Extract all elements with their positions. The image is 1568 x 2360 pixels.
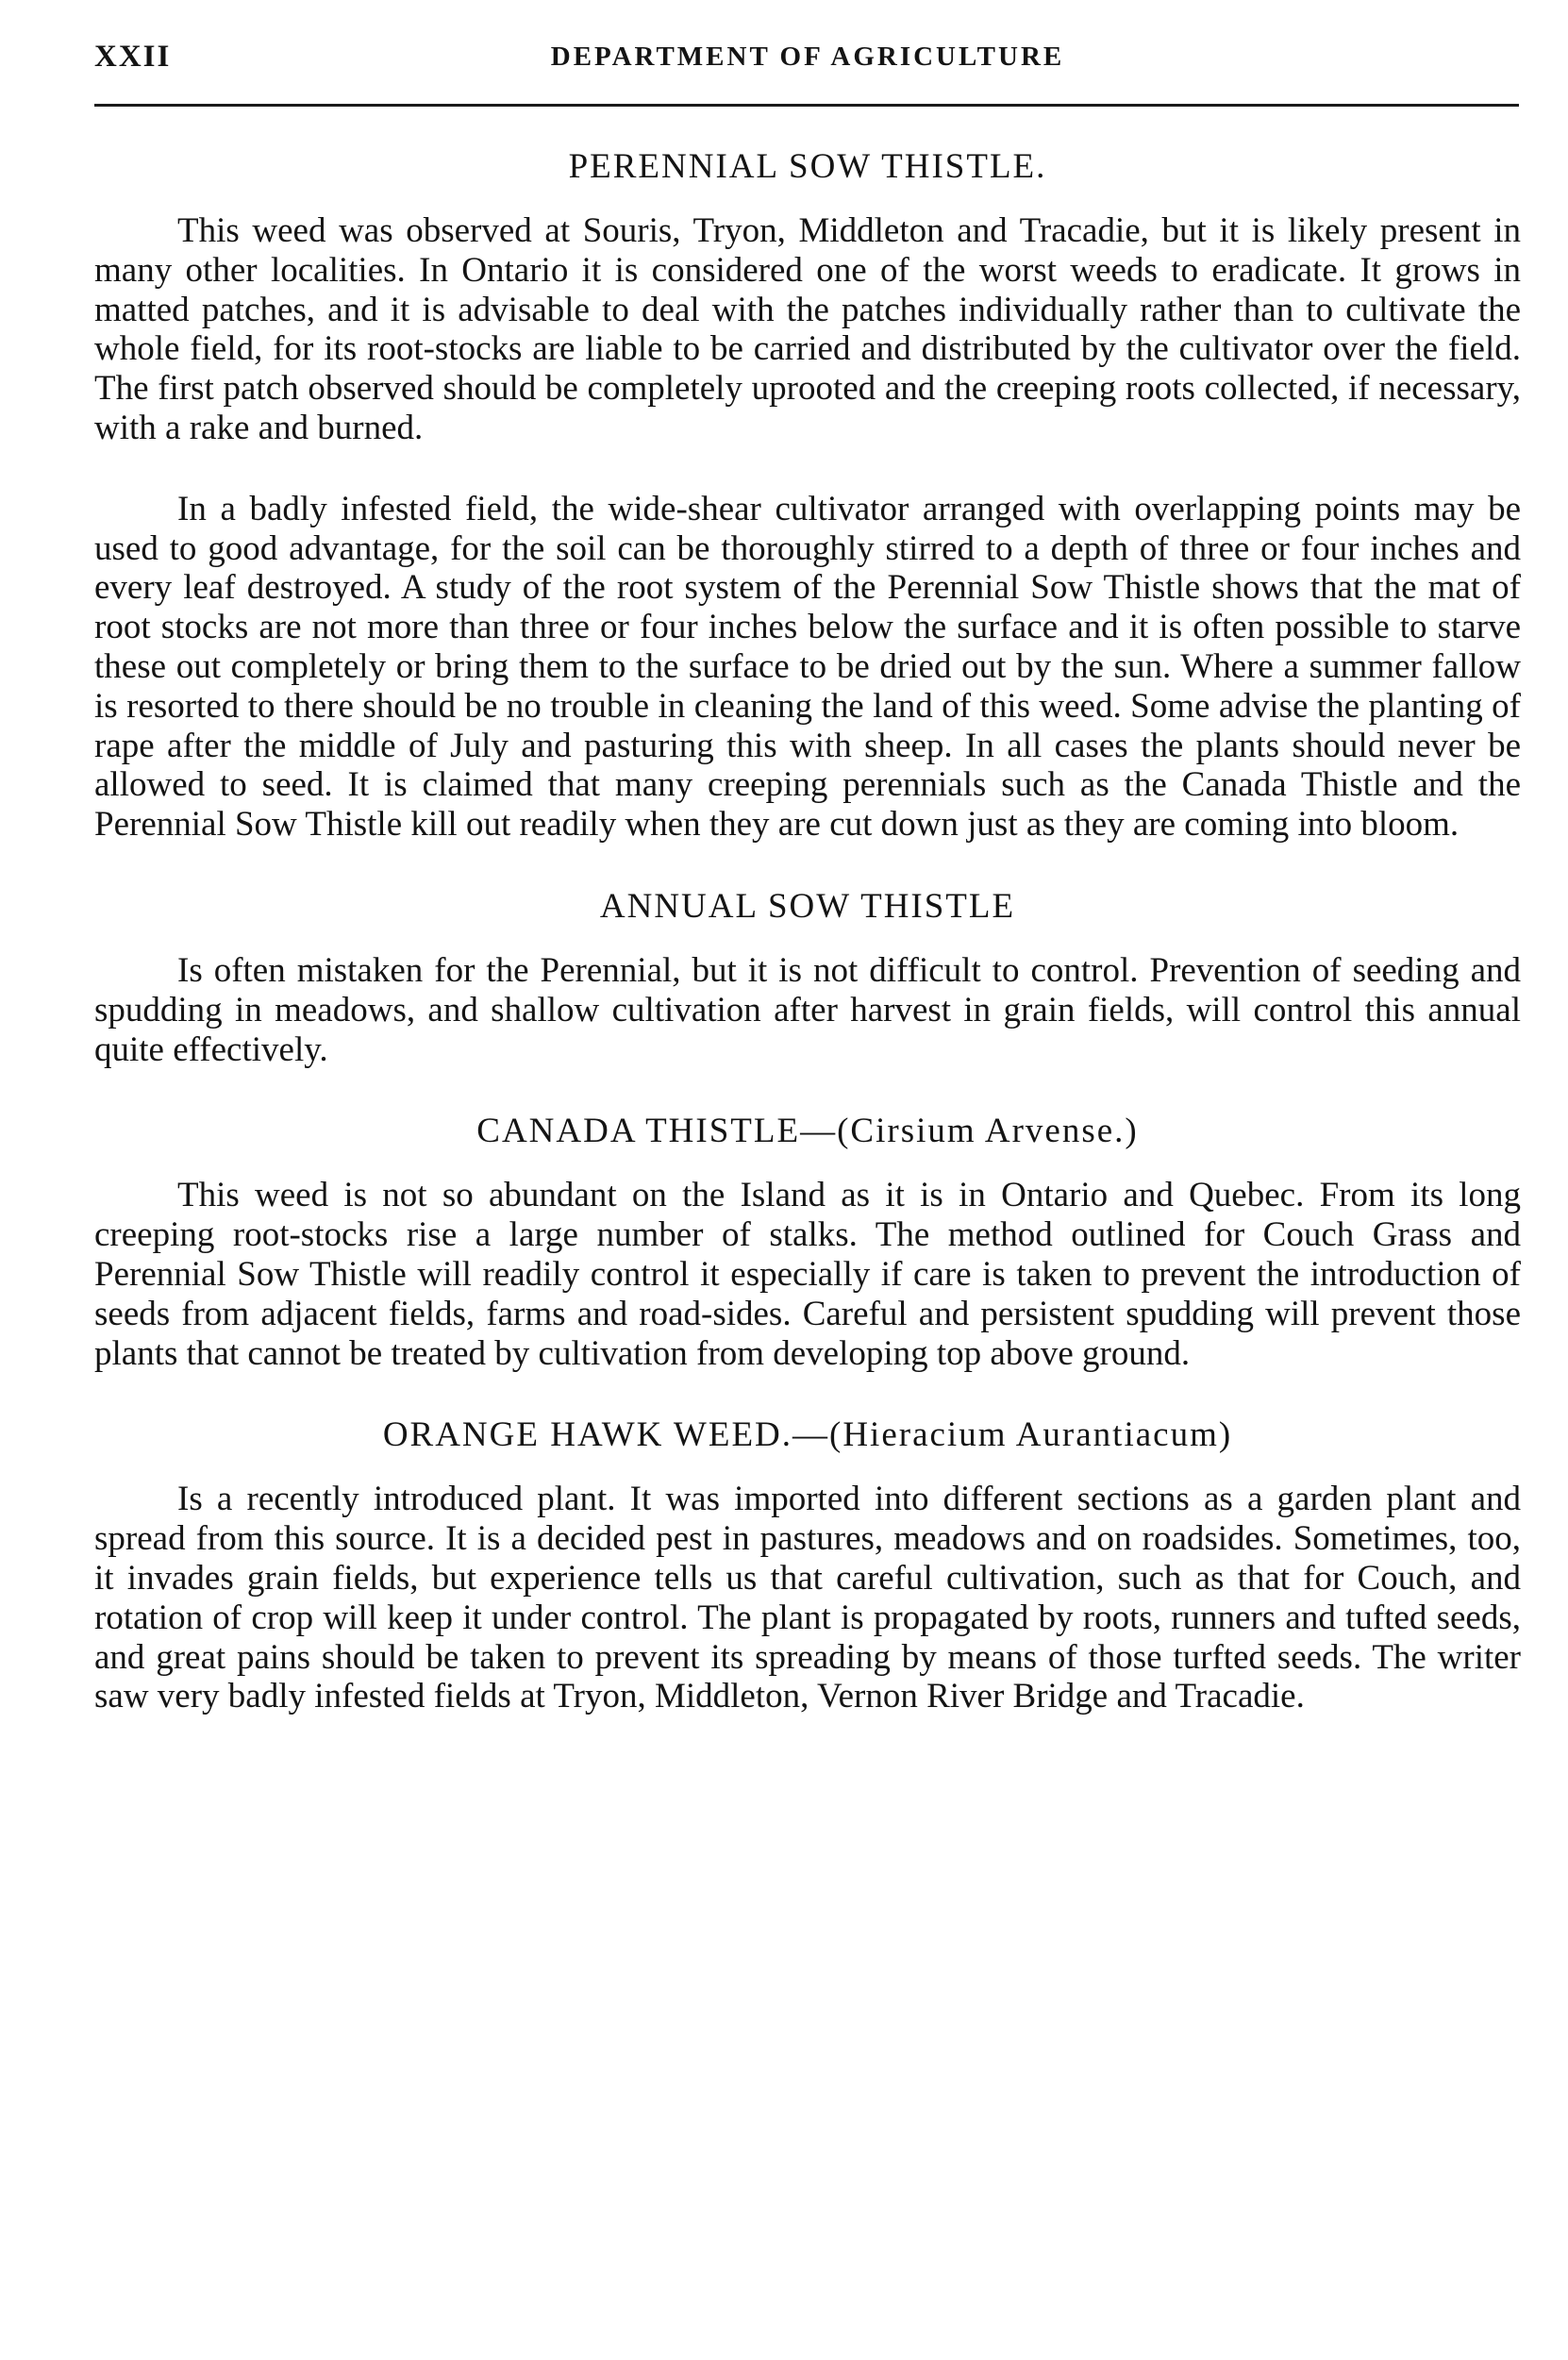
running-title: DEPARTMENT OF AGRICULTURE xyxy=(550,42,1065,72)
paragraph: In a badly infested field, the wide-shear cultivator arranged with overlapping points may be used to good advantage, for the soil can be thoroughly stirred to a depth of three or four inches and every leaf destroyed. A study of the root system of the Perennial Sow Thistle shows that the mat of root stocks are not more than three or four inches below the surface and it is often possible to starve these out completely or bring them to the surface to be dried out by the sun. Where a summer fallow is resorted to there should be no trouble in cleaning the land of this weed. Some advise the planting of rape after the middle of July and pasturing this with sheep. In all cases the plants should never be allowed to seed. It is claimed that many creeping perennials such as the Canada Thistle and the Perennial Sow Thistle kill out readily when they are cut down just as they are coming into bloom. xyxy=(94,489,1521,845)
section-canada-thistle xyxy=(94,1111,1521,1373)
section-heading: CANADA THISTLE—(Cirsium Arvense.) xyxy=(476,1112,1139,1151)
section-orange-hawk-weed xyxy=(94,1414,1521,1716)
section-heading: ANNUAL SOW THISTLE xyxy=(599,886,1016,926)
section-heading: PERENNIAL SOW THISTLE. xyxy=(568,147,1047,186)
page-number: XXII xyxy=(94,40,172,74)
paragraph: This weed was observed at Souris, Tryon, Middleton and Tracadie, but it is likely present in many other localities. In Ontario it is considered one of the worst weeds to eradicate. It grows in matted patches, and it is advisable to deal with the patches individually rather than to cultivate the whole field, for its root-stocks are liable to be carried and distributed by the cultivator over the field. The first patch observed should be completely uprooted and the creeping roots collected, if necessary, with a rake and burned. xyxy=(94,211,1521,447)
paragraph: Is a recently introduced plant. It was imported into different sections as a garden plant and spread from this source. It is a decided pest in pastures, meadows and on roadsides. Sometimes, too, it invades grain fields, but experience tells us that careful cultivation, such as that for Couch, and rotation of crop will keep it under control. The plant is propagated by roots, runners and tufted seeds, and great pains should be taken to prevent its spreading by means of those turfted seeds. The writer saw very badly infested fields at Tryon, Middleton, Vernon River Bridge and Tracadie. xyxy=(94,1480,1521,1716)
header-rule xyxy=(94,104,1519,107)
body-content xyxy=(94,146,1521,1758)
section-annual-sow-thistle xyxy=(94,886,1521,1069)
running-header xyxy=(94,34,1521,81)
paragraph: Is often mistaken for the Perennial, but it is not difficult to control. Prevention of seeding and spudding in meadows, and shallow cultivation after harvest in grain fields, will control this annual quite effectively. xyxy=(94,950,1521,1069)
section-perennial-sow-thistle xyxy=(94,146,1521,845)
paragraph: This weed is not so abundant on the Island as it is in Ontario and Quebec. From its long creeping root-stocks rise a large number of stalks. The method outlined for Couch Grass and Perennial Sow Thistle will readily control it especially if care is taken to prevent the introduction of seeds from adjacent fields, farms and road-sides. Careful and persistent spudding will prevent those plants that cannot be treated by cultivation from developing top above ground. xyxy=(94,1176,1521,1373)
section-heading: ORANGE HAWK WEED.—(Hieracium Aurantiacum) xyxy=(382,1415,1233,1455)
